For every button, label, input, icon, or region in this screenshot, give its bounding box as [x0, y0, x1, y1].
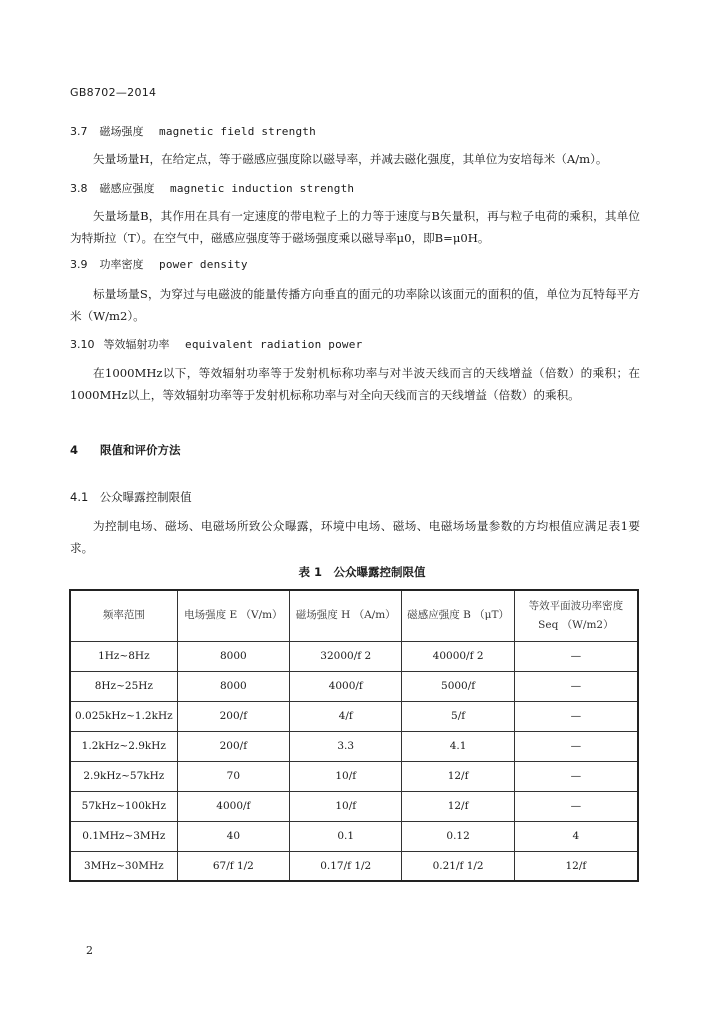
limit-value-cell: — — [514, 671, 638, 701]
section-3-10-body: 在1000MHz以下，等效辐射功率等于发射机标称功率与对半波天线而言的天线增益（倍数）的乘积；在1000MHz以上，等效辐射功率等于发射机标称功率与对全向天线而言的天线增益（倍数）的乘积。 — [70, 366, 640, 402]
table-row — [70, 671, 638, 701]
section-4-1-body: 为控制电场、磁场、电磁场所致公众曝露，环境中电场、磁场、电磁场场量参数的方均根值应满足表1要求。 — [70, 519, 640, 555]
section-3-7-heading — [70, 123, 316, 139]
limit-value-cell: 4000/f — [290, 671, 402, 701]
limit-value-cell: 40 — [177, 821, 289, 851]
limit-value-cell: 10/f — [290, 761, 402, 791]
page-number: 2 — [86, 944, 93, 957]
header-cell: 等效平面波功率密度 Seq （W/m2） — [514, 590, 638, 641]
section-number: 3.9 — [70, 258, 88, 271]
section-3-9-body: 标量场量S，为穿过与电磁波的能量传播方向垂直的面元的功率除以该面元的面积的值，单位为瓦特每平方米（W/m2）。 — [70, 287, 640, 323]
section-4-1-heading — [70, 489, 192, 505]
limit-value-cell: 32000/f 2 — [290, 641, 402, 671]
limit-value-cell: 12/f — [402, 761, 514, 791]
chapter-number: 4 — [70, 443, 79, 457]
frequency-range-cell: 1.2kHz~2.9kHz — [70, 731, 177, 761]
section-3-8-heading — [70, 180, 354, 196]
limit-value-cell: 40000/f 2 — [402, 641, 514, 671]
frequency-range-cell: 3MHz~30MHz — [70, 851, 177, 881]
chapter-title: 限值和评价方法 — [100, 443, 181, 457]
limit-value-cell: 3.3 — [290, 731, 402, 761]
table-caption: 表 1 公众曝露控制限值 — [298, 565, 426, 579]
limit-value-cell: 0.1 — [290, 821, 402, 851]
table-row — [70, 761, 638, 791]
section-title-cn: 磁感应强度 — [99, 182, 155, 195]
limit-value-cell: 67/f 1/2 — [177, 851, 289, 881]
limit-value-cell: 200/f — [177, 701, 289, 731]
frequency-range-cell: 2.9kHz~57kHz — [70, 761, 177, 791]
header-cell: 频率范围 — [70, 590, 177, 641]
section-title-cn: 磁场强度 — [99, 125, 144, 138]
limit-value-cell: 5/f — [402, 701, 514, 731]
limit-value-cell: 4000/f — [177, 791, 289, 821]
chapter-4-heading — [70, 442, 181, 458]
section-number: 3.7 — [70, 125, 88, 138]
limit-value-cell: 70 — [177, 761, 289, 791]
exposure-limits-table — [69, 589, 639, 882]
header-cell: 磁感应强度 B （μT） — [402, 590, 514, 641]
header-cell: 电场强度 E （V/m） — [177, 590, 289, 641]
limit-value-cell: 8000 — [177, 641, 289, 671]
frequency-range-cell: 57kHz~100kHz — [70, 791, 177, 821]
limit-value-cell: 5000/f — [402, 671, 514, 701]
limit-value-cell: 4 — [514, 821, 638, 851]
section-3-9-heading — [70, 256, 248, 272]
limit-value-cell: 4/f — [290, 701, 402, 731]
table-row — [70, 821, 638, 851]
limit-value-cell: — — [514, 791, 638, 821]
header-cell: 磁场强度 H （A/m） — [290, 590, 402, 641]
table-row — [70, 791, 638, 821]
section-number: 3.8 — [70, 182, 88, 195]
section-title-en: magnetic field strength — [159, 125, 316, 138]
section-number: 3.10 — [70, 338, 95, 351]
table-row — [70, 731, 638, 761]
table-row — [70, 641, 638, 671]
limit-value-cell: 0.17/f 1/2 — [290, 851, 402, 881]
section-title-cn: 等效辐射功率 — [103, 338, 170, 351]
section-title-en: power density — [159, 258, 248, 271]
limit-value-cell: — — [514, 731, 638, 761]
section-title-cn: 功率密度 — [99, 258, 144, 271]
limit-value-cell: 0.12 — [402, 821, 514, 851]
table-header-row — [70, 590, 638, 641]
standard-code: GB8702—2014 — [70, 86, 157, 99]
frequency-range-cell: 0.025kHz~1.2kHz — [70, 701, 177, 731]
limit-value-cell: 4.1 — [402, 731, 514, 761]
limit-value-cell: — — [514, 701, 638, 731]
section-title-en: equivalent radiation power — [185, 338, 363, 351]
section-3-7-body: 矢量场量H，在给定点，等于磁感应强度除以磁导率，并减去磁化强度，其单位为安培每米（A/m）。 — [93, 152, 608, 166]
frequency-range-cell: 1Hz~8Hz — [70, 641, 177, 671]
section-3-10-heading — [70, 336, 362, 352]
table-row — [70, 851, 638, 881]
limit-value-cell: 12/f — [514, 851, 638, 881]
section-title: 公众曝露控制限值 — [99, 490, 192, 504]
limit-value-cell: 0.21/f 1/2 — [402, 851, 514, 881]
limit-value-cell: 12/f — [402, 791, 514, 821]
frequency-range-cell: 0.1MHz~3MHz — [70, 821, 177, 851]
limit-value-cell: 8000 — [177, 671, 289, 701]
section-number: 4.1 — [70, 490, 89, 504]
section-title-en: magnetic induction strength — [170, 182, 355, 195]
limit-value-cell: — — [514, 641, 638, 671]
limit-value-cell: 10/f — [290, 791, 402, 821]
section-3-8-body: 矢量场量B，其作用在具有一定速度的带电粒子上的力等于速度与B矢量积，再与粒子电荷的乘积，其单位为特斯拉（T）。在空气中，磁感应强度等于磁场强度乘以磁导率μ0，即B=μ0H。 — [70, 209, 640, 245]
limit-value-cell: 200/f — [177, 731, 289, 761]
table-row — [70, 701, 638, 731]
frequency-range-cell: 8Hz~25Hz — [70, 671, 177, 701]
limit-value-cell: — — [514, 761, 638, 791]
